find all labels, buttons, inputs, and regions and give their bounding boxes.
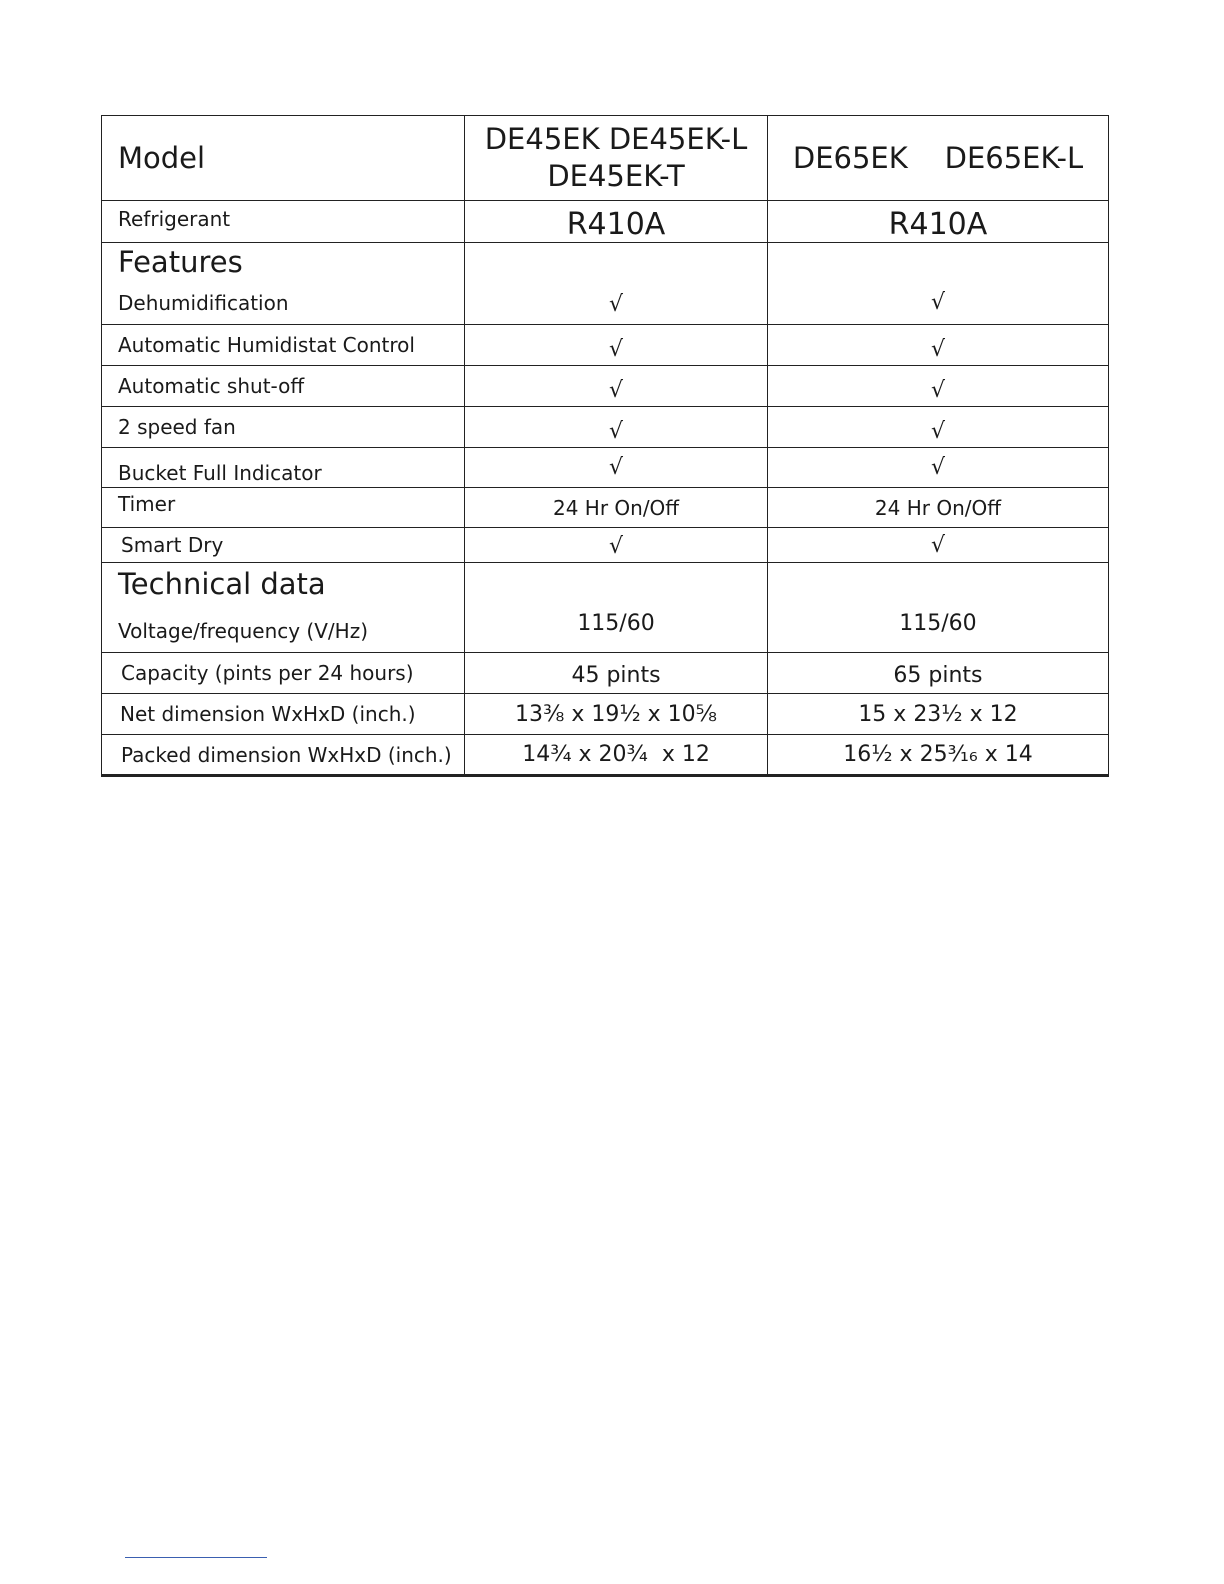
technical-de45: 45 pints xyxy=(465,653,768,694)
technical-de65 xyxy=(767,563,1108,653)
check-icon: √ xyxy=(930,455,945,480)
feature-label: Smart Dry xyxy=(102,528,465,563)
feature-row xyxy=(102,325,1109,366)
technical-label: Voltage/frequency (V/Hz) xyxy=(118,619,368,643)
feature-de65 xyxy=(767,448,1108,488)
check-icon: √ xyxy=(930,290,945,315)
technical-value: 115/60 xyxy=(899,611,977,636)
features-heading: Features xyxy=(118,245,243,279)
model-de45-line2: DE45EK-T xyxy=(547,159,685,193)
technical-de45: 13⅜ x 19½ x 10⅝ xyxy=(465,694,768,735)
feature-de65 xyxy=(767,325,1108,366)
specifications-table xyxy=(101,115,1109,777)
technical-de45 xyxy=(465,563,768,653)
model-row xyxy=(102,116,1109,201)
model-de45-cell xyxy=(465,116,768,201)
model-de45-line1: DE45EK DE45EK-L xyxy=(484,122,748,156)
feature-de45 xyxy=(465,366,768,407)
check-icon: √ xyxy=(609,455,624,480)
technical-row xyxy=(102,694,1109,735)
model-de65-cell: DE65EK DE65EK-L xyxy=(767,116,1108,201)
feature-de65 xyxy=(767,528,1108,563)
footer-rule xyxy=(125,1557,267,1558)
technical-section-cell xyxy=(102,563,465,653)
feature-row xyxy=(102,366,1109,407)
technical-label: Capacity (pints per 24 hours) xyxy=(102,653,465,694)
features-section-cell xyxy=(102,243,465,325)
technical-heading: Technical data xyxy=(118,567,326,601)
feature-row xyxy=(102,407,1109,448)
check-icon: √ xyxy=(930,336,945,362)
feature-label: Automatic shut-off xyxy=(102,366,465,407)
refrigerant-de65: R410A xyxy=(767,201,1108,243)
technical-label: Net dimension WxHxD (inch.) xyxy=(102,694,465,735)
model-label: Model xyxy=(102,116,465,201)
technical-de45: 14¾ x 20¾ x 12 xyxy=(465,735,768,776)
feature-label: Bucket Full Indicator xyxy=(102,448,465,488)
feature-de45 xyxy=(465,528,768,563)
check-icon: √ xyxy=(609,533,624,559)
feature-de65 xyxy=(767,366,1108,407)
refrigerant-de45: R410A xyxy=(465,201,768,243)
technical-row xyxy=(102,735,1109,776)
feature-row xyxy=(102,528,1109,563)
feature-de65 xyxy=(767,243,1108,325)
technical-value: 115/60 xyxy=(577,611,655,636)
check-icon: √ xyxy=(609,336,624,362)
feature-de45: 24 Hr On/Off xyxy=(465,488,768,528)
technical-label: Packed dimension WxHxD (inch.) xyxy=(102,735,465,776)
check-icon: √ xyxy=(930,418,945,444)
feature-de45 xyxy=(465,325,768,366)
feature-row xyxy=(102,448,1109,488)
check-icon: √ xyxy=(609,377,624,403)
check-icon: √ xyxy=(609,292,624,317)
feature-row xyxy=(102,488,1109,528)
feature-label: Dehumidification xyxy=(118,291,289,315)
technical-row xyxy=(102,653,1109,694)
check-icon: √ xyxy=(930,532,945,558)
feature-de65: 24 Hr On/Off xyxy=(767,488,1108,528)
check-icon: √ xyxy=(609,418,624,444)
feature-de65 xyxy=(767,407,1108,448)
technical-de65: 15 x 23½ x 12 xyxy=(767,694,1108,735)
feature-label: Automatic Humidistat Control xyxy=(102,325,465,366)
feature-de45 xyxy=(465,407,768,448)
technical-de65: 16½ x 25³⁄₁₆ x 14 xyxy=(767,735,1108,776)
feature-label: Timer xyxy=(102,488,465,528)
feature-label: 2 speed fan xyxy=(102,407,465,448)
check-icon: √ xyxy=(930,377,945,403)
feature-de45 xyxy=(465,243,768,325)
refrigerant-label: Refrigerant xyxy=(102,201,465,243)
refrigerant-row xyxy=(102,201,1109,243)
features-row xyxy=(102,243,1109,325)
technical-row xyxy=(102,563,1109,653)
feature-de45 xyxy=(465,448,768,488)
technical-de65: 65 pints xyxy=(767,653,1108,694)
